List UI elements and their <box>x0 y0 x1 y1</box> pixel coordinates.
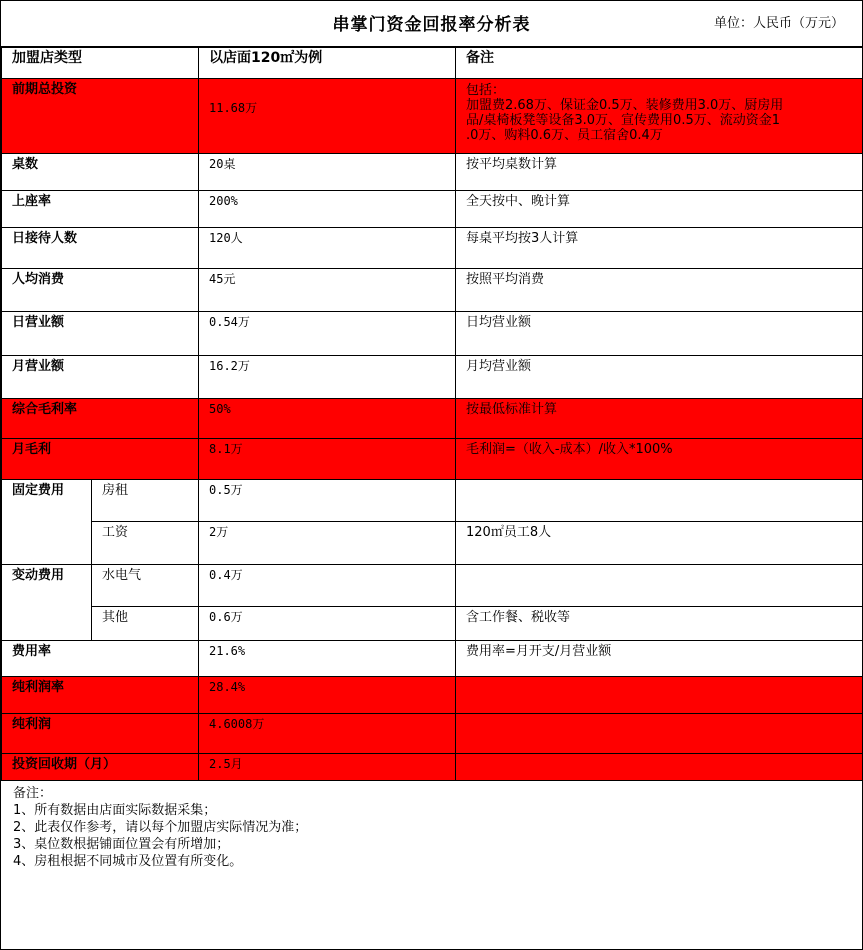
footnote-4: 4、房租根据不同城市及位置有所变化。 <box>13 854 243 869</box>
row-gross-margin <box>2 399 863 439</box>
footnote-2: 2、此表仅作参考，请以每个加盟店实际情况为准； <box>13 820 308 835</box>
remark-rent <box>456 480 863 522</box>
label-utilities: 水电气 <box>92 565 199 607</box>
value-occupancy: 200% <box>199 191 456 228</box>
remark-daily-guests: 每桌平均按3人计算 <box>456 228 863 269</box>
footnote-3: 3、桌位数根据铺面位置会有所增加； <box>13 837 230 852</box>
roi-table <box>1 47 863 781</box>
remark-gross-margin: 按最低标准计算 <box>456 399 863 439</box>
header-remark: 备注 <box>456 48 863 79</box>
remark-other: 含工作餐、税收等 <box>456 607 863 641</box>
value-payback: 2.5月 <box>199 754 456 781</box>
row-tables <box>2 154 863 191</box>
label-net-margin: 纯利润率 <box>2 677 199 714</box>
row-rent <box>2 480 863 522</box>
row-daily-guests <box>2 228 863 269</box>
value-net-margin: 28.4% <box>199 677 456 714</box>
value-expense-rate: 21.6% <box>199 641 456 677</box>
row-initial-investment <box>2 79 863 154</box>
row-net-profit <box>2 714 863 754</box>
row-expense-rate <box>2 641 863 677</box>
label-payback: 投资回收期（月） <box>2 754 199 781</box>
value-wages: 2万 <box>199 522 456 565</box>
row-wages <box>2 522 863 565</box>
label-fixed-costs: 固定费用 <box>2 480 92 565</box>
label-rent: 房租 <box>92 480 199 522</box>
label-daily-revenue: 日营业额 <box>2 312 199 356</box>
remark-daily-revenue: 日均营业额 <box>456 312 863 356</box>
label-daily-guests: 日接待人数 <box>2 228 199 269</box>
remark-line-2: 加盟费2.68万、保证金0.5万、装修费用3.0万、厨房用 <box>466 98 784 113</box>
remark-line-3: 品/桌椅板凳等设备3.0万、宣传费用0.5万、流动资金1 <box>466 113 780 128</box>
label-initial-investment: 前期总投资 <box>2 79 199 154</box>
row-payback <box>2 754 863 781</box>
footnotes <box>1 781 862 870</box>
row-utilities <box>2 565 863 607</box>
value-other: 0.6万 <box>199 607 456 641</box>
label-wages: 工资 <box>92 522 199 565</box>
remark-line-1: 包括： <box>466 83 506 98</box>
remark-initial-investment <box>456 79 863 154</box>
page-title: 串掌门资金回报率分析表 <box>332 15 531 35</box>
remark-wages: 120㎡员工8人 <box>456 522 863 565</box>
remark-net-profit <box>456 714 863 754</box>
row-net-margin <box>2 677 863 714</box>
label-net-profit: 纯利润 <box>2 714 199 754</box>
value-per-capita: 45元 <box>199 269 456 312</box>
value-tables: 20桌 <box>199 154 456 191</box>
value-gross-profit: 8.1万 <box>199 439 456 480</box>
label-other: 其他 <box>92 607 199 641</box>
label-per-capita: 人均消费 <box>2 269 199 312</box>
remark-net-margin <box>456 677 863 714</box>
label-variable-costs: 变动费用 <box>2 565 92 641</box>
title-bar <box>1 1 862 47</box>
value-monthly-revenue: 16.2万 <box>199 356 456 399</box>
header-row <box>2 48 863 79</box>
label-occupancy: 上座率 <box>2 191 199 228</box>
label-tables: 桌数 <box>2 154 199 191</box>
value-daily-revenue: 0.54万 <box>199 312 456 356</box>
row-daily-revenue <box>2 312 863 356</box>
header-type: 加盟店类型 <box>2 48 199 79</box>
value-gross-margin: 50% <box>199 399 456 439</box>
remark-utilities <box>456 565 863 607</box>
remark-monthly-revenue: 月均营业额 <box>456 356 863 399</box>
value-net-profit: 4.6008万 <box>199 714 456 754</box>
remark-payback <box>456 754 863 781</box>
unit-label: 单位：人民币（万元） <box>713 16 844 31</box>
label-gross-profit: 月毛利 <box>2 439 199 480</box>
row-monthly-revenue <box>2 356 863 399</box>
footnote-title: 备注： <box>13 786 53 801</box>
remark-per-capita: 按照平均消费 <box>456 269 863 312</box>
header-example: 以店面120㎡为例 <box>199 48 456 79</box>
row-other <box>2 607 863 641</box>
value-utilities: 0.4万 <box>199 565 456 607</box>
remark-gross-profit: 毛利润=（收入-成本）/收入*100% <box>456 439 863 480</box>
remark-tables: 按平均桌数计算 <box>456 154 863 191</box>
remark-occupancy: 全天按中、晚计算 <box>456 191 863 228</box>
footnote-1: 1、所有数据由店面实际数据采集； <box>13 803 217 818</box>
remark-expense-rate: 费用率=月开支/月营业额 <box>456 641 863 677</box>
row-occupancy <box>2 191 863 228</box>
row-per-capita <box>2 269 863 312</box>
value-daily-guests: 120人 <box>199 228 456 269</box>
label-gross-margin: 综合毛利率 <box>2 399 199 439</box>
label-expense-rate: 费用率 <box>2 641 199 677</box>
value-rent: 0.5万 <box>199 480 456 522</box>
row-gross-profit <box>2 439 863 480</box>
label-monthly-revenue: 月营业额 <box>2 356 199 399</box>
value-initial-investment: 11.68万 <box>199 79 456 154</box>
remark-line-4: .0万、购料0.6万、员工宿舍0.4万 <box>466 128 663 143</box>
